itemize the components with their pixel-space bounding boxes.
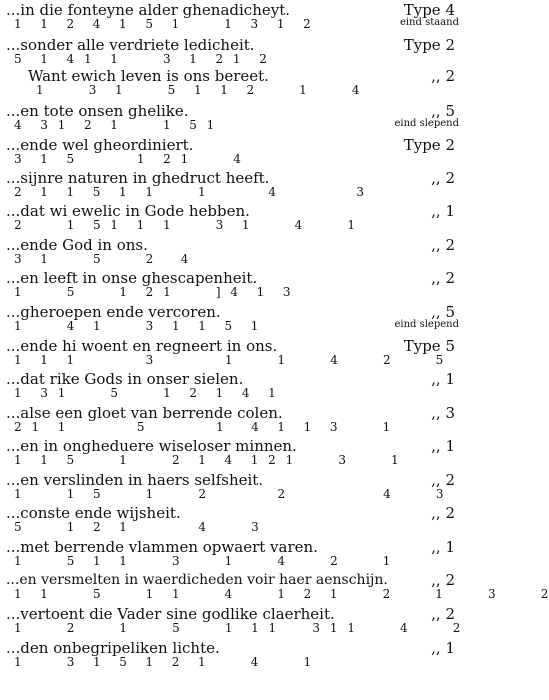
stress-digits: 1 1 5 1 2 2 4 3: [14, 487, 445, 501]
verse-line: ...en leeft in onse ghescapenheit.: [6, 269, 258, 287]
stress-digits: 1 3 1 5 1 2 1 4 1: [14, 655, 313, 669]
ending-note: eind slepend: [394, 118, 459, 129]
verse-line: ...alse een gloet van berrende colen.: [6, 404, 283, 422]
verse-entry: [0, 571, 549, 604]
verse-entry: [0, 237, 467, 269]
stress-digits: 1 3 1 5 1 2 1 4 1: [14, 386, 277, 400]
verse-line: ...ende hi woent en regneert in ons.: [6, 337, 278, 355]
verse-line: Want ewich leven is ons bereet.: [28, 67, 269, 85]
verse-line: ...sijnre naturen in ghedruct heeft.: [6, 169, 270, 187]
verse-entry: [0, 539, 467, 571]
verse-entry: [0, 640, 467, 672]
stress-digits: 2 1 5 1 1 1 3 1 4 1: [14, 218, 356, 232]
ending-note: eind slepend: [394, 319, 459, 330]
verse-entry: [0, 338, 467, 370]
verse-type: Type 2: [403, 36, 455, 54]
verse-type: ,, 1: [431, 437, 455, 455]
verse-entry: [0, 137, 467, 169]
stress-digits: 5 1 2 1 4 3: [14, 520, 260, 534]
verse-entry: [0, 438, 467, 470]
stress-digits: 1 1 5 1 2 1 4 1 2 1 3 1: [14, 453, 400, 467]
verse-type: ,, 5: [431, 102, 455, 120]
verse-entry: [0, 170, 467, 202]
verse-type: ,, 2: [431, 504, 455, 522]
stress-digits: 3 1 5 1 2 1 4: [14, 152, 242, 166]
verse-line: ...conste ende wijsheit.: [6, 504, 181, 522]
verse-entry: [0, 270, 467, 302]
verse-line: ...gheroepen ende vercoren.: [6, 303, 221, 321]
verse-type: ,, 1: [431, 538, 455, 556]
stress-digits: 1 2 1 5 1 1 1 3 1 1 4 2: [14, 621, 462, 635]
stress-digits: 1 1 2 4 1 5 1 1 3 1 2: [14, 17, 312, 31]
verse-entry: [0, 304, 467, 336]
stress-digits: 1 1 1 3 1 1 4 2 5: [14, 353, 445, 367]
stress-digits: 2 1 1 5 1 1 1 4 3: [14, 185, 365, 199]
verse-entry: [0, 606, 467, 638]
verse-type: ,, 1: [431, 202, 455, 220]
verse-line: ...sonder alle verdriete ledicheit.: [6, 36, 255, 54]
verse-entry: [0, 68, 467, 100]
verse-line: ...met berrende vlammen opwaert varen.: [6, 538, 318, 556]
stress-digits: 4 3 1 2 1 1 5 1: [14, 118, 216, 132]
verse-line: ...ende God in ons.: [6, 236, 148, 254]
verse-entry: [0, 37, 467, 69]
stress-digits: 2 1 1 5 1 4 1 1 3 1: [14, 420, 392, 434]
stress-digits: 3 1 5 2 4: [14, 252, 190, 266]
verse-line: ...en versmelten in waerdicheden voir haer aenschijn.: [6, 572, 388, 588]
verse-line: ...en tote onsen ghelike.: [6, 102, 189, 120]
stress-digits: 1 5 1 2 1 ] 4 1 3: [14, 285, 292, 299]
verse-type: Type 4: [403, 1, 455, 19]
stress-digits: 1 4 1 3 1 1 5 1: [14, 319, 260, 333]
verse-type: ,, 2: [431, 67, 455, 85]
verse-entry: [0, 472, 467, 504]
verse-entry: [0, 203, 467, 235]
verse-type: Type 2: [403, 136, 455, 154]
verse-line: ...ende wel gheordiniert.: [6, 136, 194, 154]
stress-digits: 1 1 5 1 1 4 1 2 1 2 1 3 2: [14, 587, 549, 601]
stress-digits: 1 5 1 1 3 1 4 2 1: [14, 554, 392, 568]
stress-digits: 5 1 4 1 1 3 1 2 1 2: [14, 52, 268, 66]
verse-entry: [0, 2, 467, 34]
verse-entry: [0, 505, 467, 537]
verse-line: ...vertoent die Vader sine godlike claerheit.: [6, 605, 335, 623]
ending-note: eind staand: [399, 17, 459, 28]
verse-type: ,, 2: [431, 571, 455, 589]
verse-entry: [0, 103, 467, 135]
verse-entry: [0, 405, 467, 437]
verse-type: ,, 3: [431, 404, 455, 422]
verse-type: ,, 2: [431, 269, 455, 287]
verse-type: Type 5: [403, 337, 455, 355]
verse-type: ,, 2: [431, 471, 455, 489]
verse-line: ...en in ongheduere wiseloser minnen.: [6, 437, 297, 455]
verse-line: ...den onbegripeliken lichte.: [6, 639, 220, 657]
verse-type: ,, 2: [431, 236, 455, 254]
verse-line: ...in die fonteyne alder ghenadicheyt.: [6, 1, 291, 19]
stress-digits: 1 3 1 5 1 1 2 1 4: [36, 83, 361, 97]
verse-line: ...dat rike Gods in onser sielen.: [6, 370, 244, 388]
verse-entry: [0, 371, 467, 403]
verse-type: ,, 2: [431, 169, 455, 187]
verse-line: ...dat wi ewelic in Gode hebben.: [6, 202, 250, 220]
verse-line: ...en verslinden in haers selfsheit.: [6, 471, 264, 489]
verse-type: ,, 1: [431, 370, 455, 388]
verse-type: ,, 5: [431, 303, 455, 321]
verse-type: ,, 2: [431, 605, 455, 623]
verse-type: ,, 1: [431, 639, 455, 657]
